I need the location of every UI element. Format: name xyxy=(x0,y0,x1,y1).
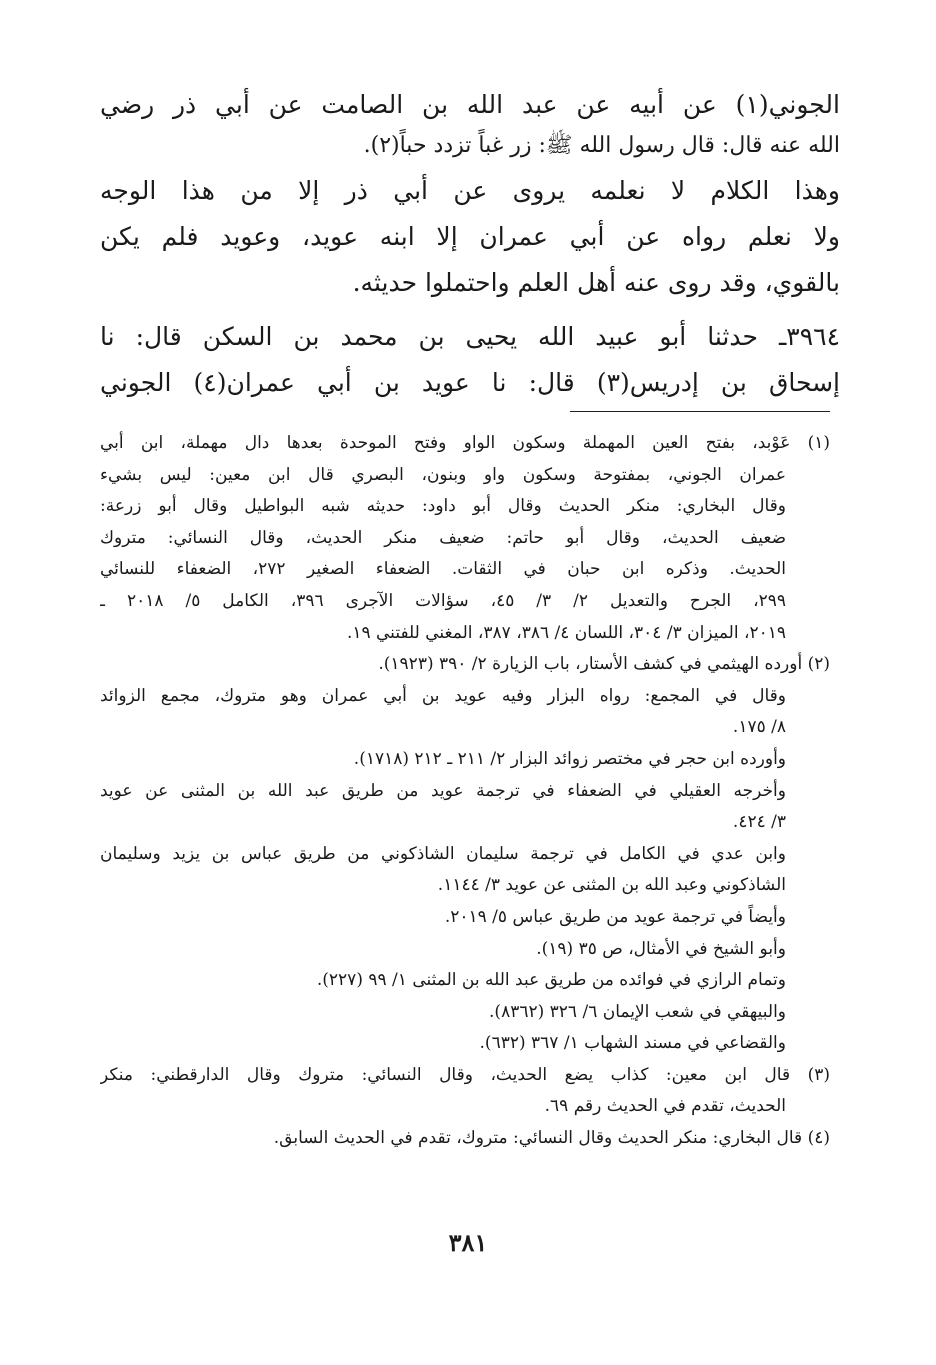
main-text-line: الله عنه قال: قال رسول الله ﷺ: زر غباً تزدد حباً(٢). xyxy=(363,133,840,158)
page-number: ٣٨١ xyxy=(448,1228,488,1257)
main-text-line: بالقوي، وقد روى عنه أهل العلم واحتملوا حديثه. xyxy=(352,268,840,297)
footnote-line: ٨/ ١٧٥. xyxy=(732,717,786,738)
footnote-separator xyxy=(570,411,830,412)
footnote-line: ٢٩٩، الجرح والتعديل ٢/ ٣/ ٤٥، سؤالات الآجرى ٣٩٦، الكامل ٥/ ٢٠١٨ ـ xyxy=(100,590,787,611)
main-text-line: ولا نعلم رواه عن أبي عمران إلا ابنه عويد، وعويد فلم يكن xyxy=(100,222,840,251)
footnote-line: والقضاعي في مسند الشهاب ١/ ٣٦٧ (٦٣٢). xyxy=(479,1033,786,1054)
footnote-line: الشاذكوني وعبد الله بن المثنى عن عويد ٣/ ١١٤٤. xyxy=(437,875,786,896)
main-text-line: وهذا الكلام لا نعلمه يروى عن أبي ذر إلا من هذا الوجه xyxy=(100,176,840,205)
footnote-line: (٢) أورده الهيثمي في كشف الأستار، باب الزيارة ٢/ ٣٩٠ (١٩٢٣). xyxy=(378,654,830,675)
main-text-block xyxy=(100,82,840,406)
main-text-line: إسحاق بن إدريس(٣) قال: نا عويد بن أبي عمران(٤) الجوني xyxy=(100,368,840,397)
footnote-line: عمران الجوني، بمفتوحة وسكون واو وبنون، البصري قال ابن معين: ليس بشيء xyxy=(100,464,786,485)
footnote-line: الحديث. وذكره ابن حبان في الثقات. الضعفاء الصغير ٢٧٢، الضعفاء للنسائي xyxy=(100,559,786,580)
footnote-line: وأورده ابن حجر في مختصر زوائد البزار ٢/ ٢١١ ـ ٢١٢ (١٧١٨). xyxy=(353,748,786,769)
footnotes-block xyxy=(100,428,830,1155)
footnote-line: وأيضاً في ترجمة عويد من طريق عباس ٥/ ٢٠١٩. xyxy=(444,906,786,927)
footnote-line: ٣/ ٤٢٤. xyxy=(732,812,786,833)
footnote-line: وابن عدي في الكامل في ترجمة سليمان الشاذكوني من طريق عباس بن يزيد وسليمان xyxy=(100,843,786,864)
footnote-line: وأخرجه العقيلي في الضعفاء في ترجمة عويد من طريق عبد الله بن المثنى عن عويد xyxy=(100,780,786,801)
footnote-line: وأبو الشيخ في الأمثال، ص ٣٥ (١٩). xyxy=(536,938,786,959)
footnote-line: (٣) قال ابن معين: كذاب يضع الحديث، وقال النسائي: متروك وقال الدارقطني: منكر xyxy=(100,1064,830,1085)
footnote-line: وقال البخاري: منكر الحديث وقال أبو داود: حديثه شبه البواطيل وقال أبو زرعة: xyxy=(100,496,786,517)
main-text-line: الجوني(١) عن أبيه عن عبد الله بن الصامت عن أبي ذر رضي xyxy=(100,90,840,119)
footnote-line: ٢٠١٩، الميزان ٣/ ٣٠٤، اللسان ٤/ ٣٨٦، ٣٨٧، المغني للفتني ١٩. xyxy=(346,622,786,643)
footnote-line: ضعيف الحديث، وقال أبو حاتم: ضعيف منكر الحديث، وقال النسائي: متروك xyxy=(100,527,786,548)
hadith-number-line: ٣٩٦٤ـ حدثنا أبو عبيد الله يحيى بن محمد بن السكن قال: نا xyxy=(100,322,840,351)
footnote-line: (١) عَوْبد، بفتح العين المهملة وسكون الواو وفتح الموحدة بعدها دال مهملة، ابن أبي xyxy=(100,433,830,453)
footnote-line: وتمام الرازي في فوائده من طريق عبد الله بن المثنى ١/ ٩٩ (٢٢٧). xyxy=(316,970,786,991)
footnote-line: (٤) قال البخاري: منكر الحديث وقال النسائي: متروك، تقدم في الحديث السابق. xyxy=(273,1128,830,1149)
footnote-line: والبيهقي في شعب الإيمان ٦/ ٣٢٦ (٨٣٦٢). xyxy=(489,1001,786,1022)
footnote-line: وقال في المجمع: رواه البزار وفيه عويد بن أبي عمران وهو متروك، مجمع الزوائد xyxy=(100,685,786,706)
footnote-line: الحديث، تقدم في الحديث رقم ٦٩. xyxy=(544,1096,786,1117)
